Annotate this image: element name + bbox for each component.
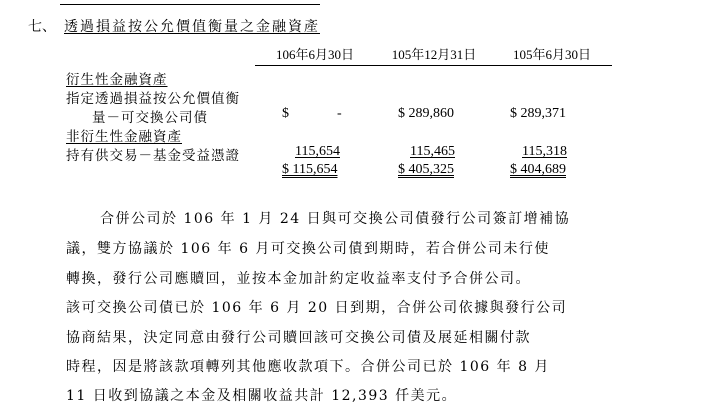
paragraph-line-3: 轉換，發行公司應贖回，並按本金加計約定收益率支付予合併公司。 [66,271,531,287]
derivative-heading: 衍生性金融資產 [66,72,168,88]
paragraph-line-2: 議，雙方協議於 106 年 6 月可交換公司債到期時，若合併公司未行使 [66,241,550,257]
column-header-2: 105年12月31日 [374,44,494,66]
row2-col1-value: 115,654 [295,144,340,159]
row2-label: 持有供交易－基金受益憑證 [66,148,240,164]
total-col1-value: $ 115,654 [282,162,338,177]
paragraph-line-7: 11 日收到協議之本金及相關收益共計 12,393 仟美元。 [66,388,458,404]
row1-col1-currency: $ [282,106,289,121]
section-number: 七、 [28,19,56,35]
row2-col2-value: 115,465 [410,144,455,159]
row1-label-line1: 指定透過損益按公允價值衡 [66,91,240,107]
nonderivative-heading: 非衍生性金融資產 [66,129,182,145]
section-title: 透過損益按公允價值衡量之金融資產 [64,19,320,35]
total-col3-value: $ 404,689 [510,162,566,177]
row1-col2-value: $ 289,860 [398,106,454,121]
row1-label-line2: 量－可交換公司債 [92,110,208,126]
paragraph-line-1: 合併公司於 106 年 1 月 24 日與可交換公司債發行公司簽訂增補協 [100,211,571,227]
row2-col3-value: 115,318 [522,144,567,159]
column-header-1: 106年6月30日 [255,44,375,66]
cropped-previous-underline [60,0,320,5]
paragraph-line-4: 該可交換公司債已於 106 年 6 月 20 日到期，合併公司依據與發行公司 [66,300,568,316]
total-col2-value: $ 405,325 [398,162,454,177]
row1-col1-value: - [337,106,342,121]
row1-col3-value: $ 289,371 [510,106,566,121]
paragraph-line-6: 時程，因是將該款項轉列其他應收款項下。合併公司已於 106 年 8 月 [66,359,550,375]
column-header-3: 105年6月30日 [492,44,612,66]
paragraph-line-5: 協商結果，決定同意由發行公司贖回該可交換公司債及展延相關付款 [66,330,531,346]
